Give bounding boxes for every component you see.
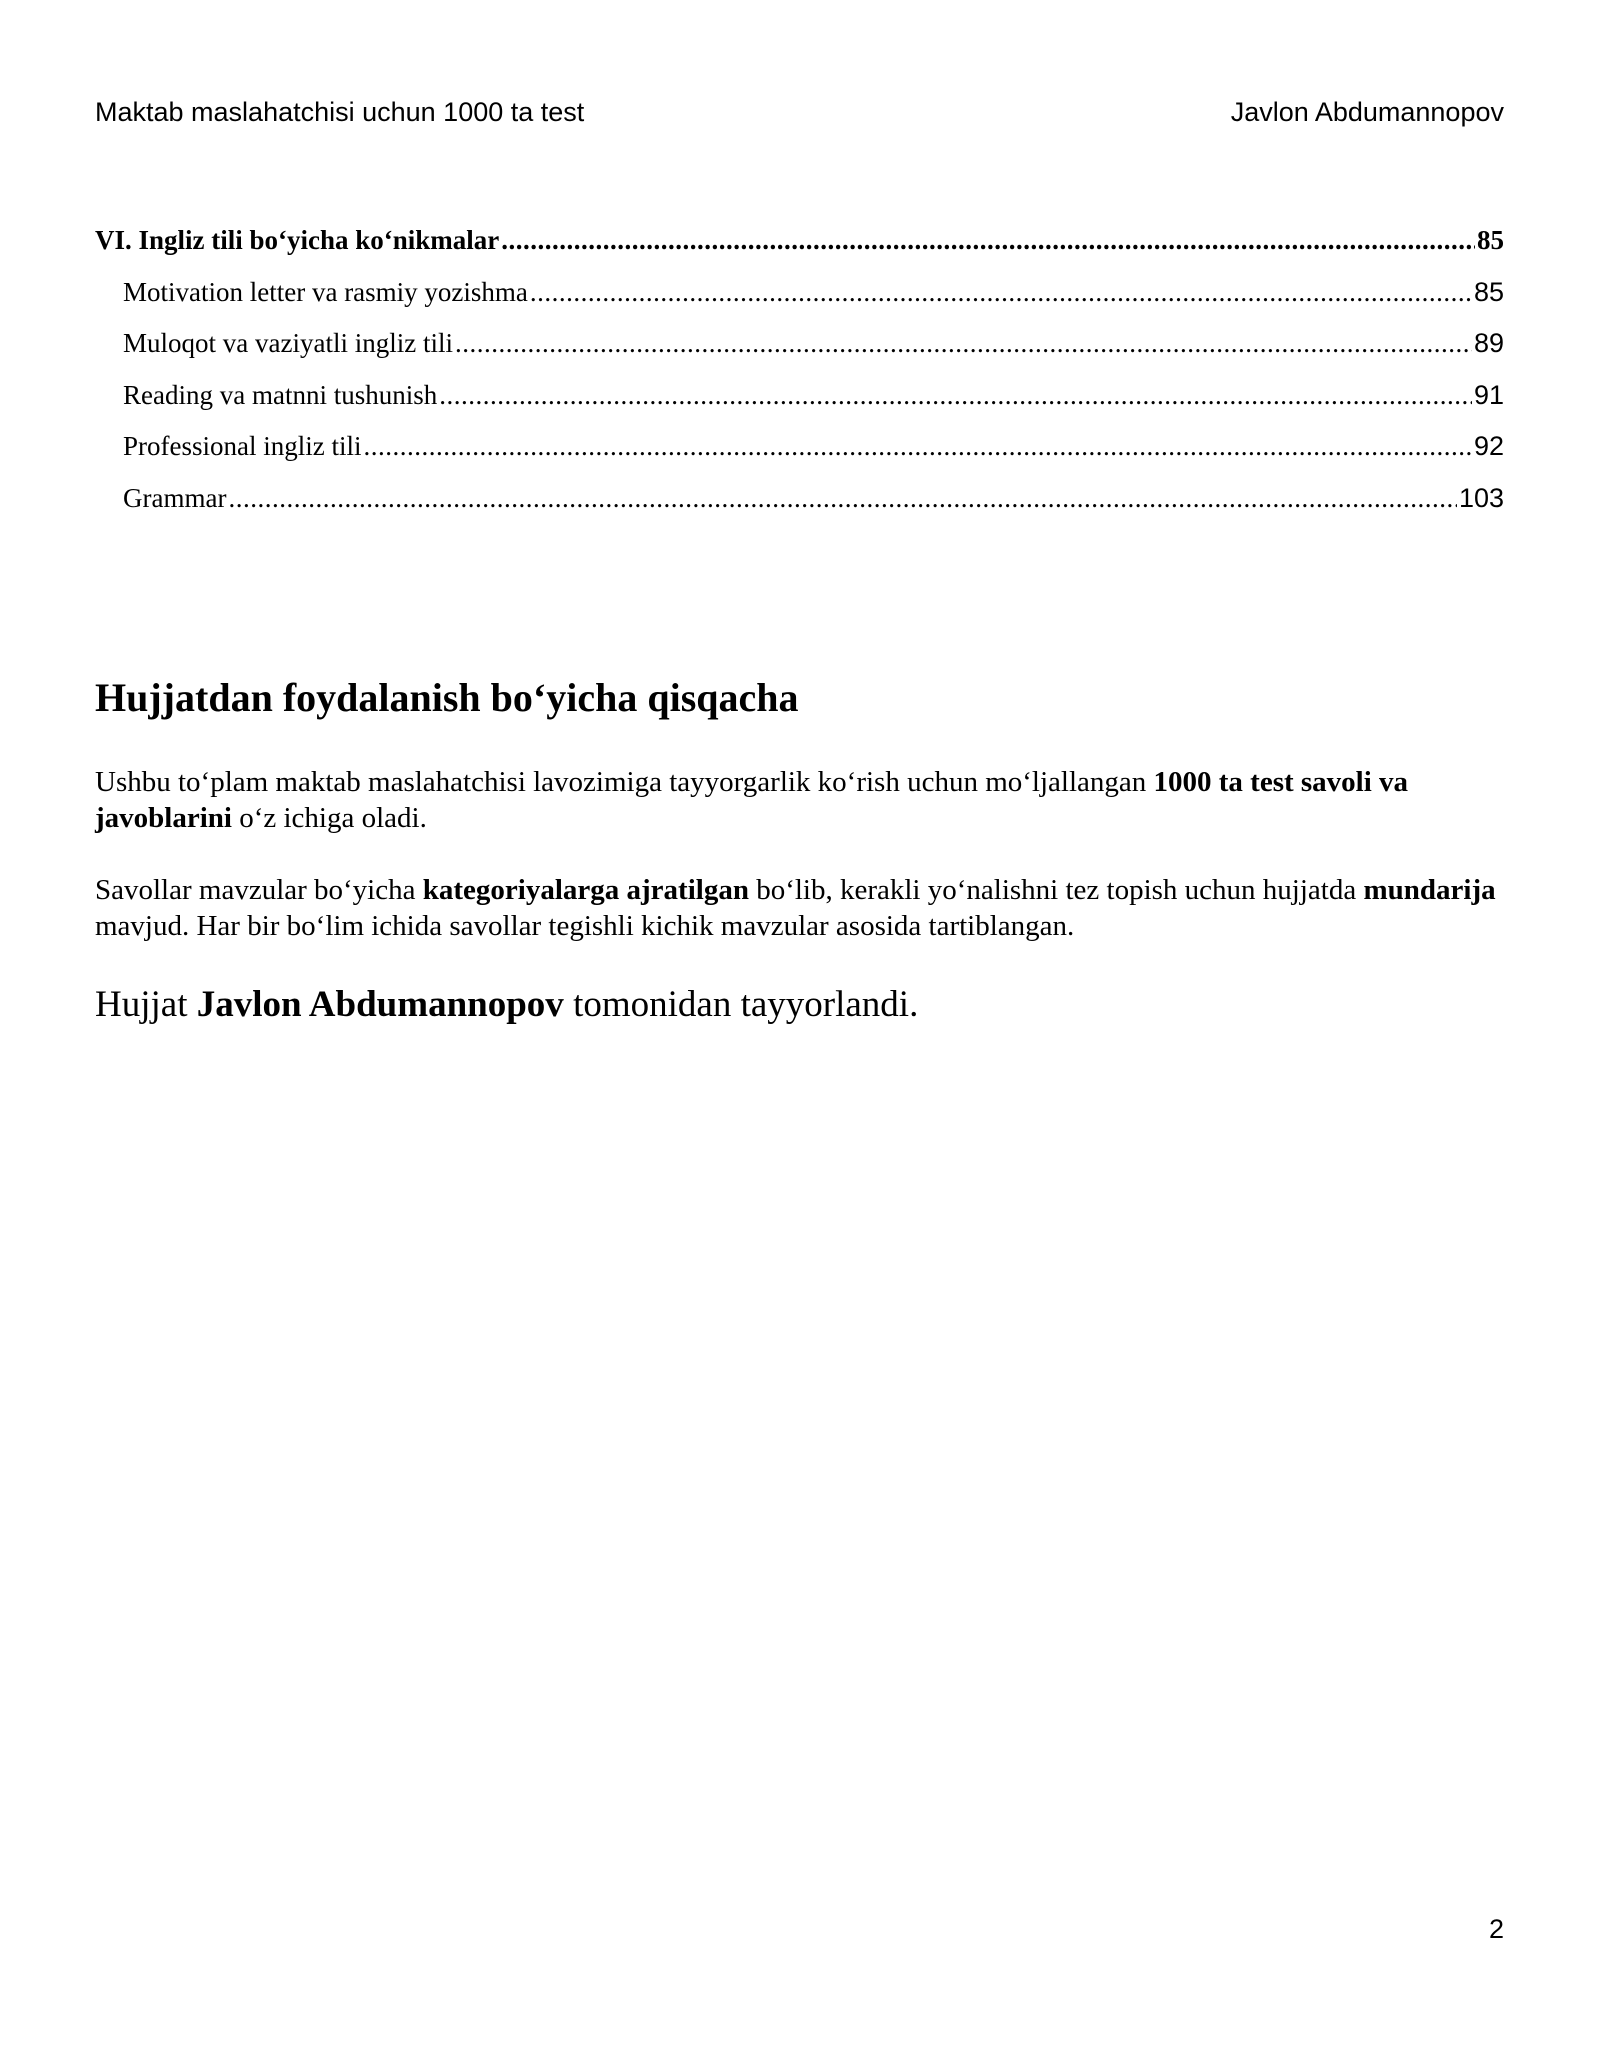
toc-entry-title: VI. Ingliz tili bo‘yicha ko‘nikmalar bbox=[95, 225, 500, 255]
text-run: o‘z ichiga oladi. bbox=[231, 802, 427, 834]
toc-dot-leader bbox=[530, 272, 1472, 312]
toc-entry[interactable] bbox=[95, 375, 1504, 427]
intro-paragraph-1 bbox=[95, 764, 1510, 836]
text-run: mavjud. Har bir bo‘lim ichida savollar tegishli kichik mavzular asosida tartiblangan. bbox=[95, 910, 1075, 942]
text-run: Ushbu to‘plam maktab maslahatchisi lavozimiga tayyorgarlik ko‘rish uchun mo‘ljallangan bbox=[95, 766, 1154, 798]
toc-entry-page: 85 bbox=[1473, 276, 1504, 307]
toc-entry-title: Reading va matnni tushunish bbox=[123, 379, 438, 410]
bold-text: mundarija bbox=[1363, 874, 1496, 906]
page-number: 2 bbox=[1488, 1914, 1504, 1944]
toc-entry-title: Motivation letter va rasmiy yozishma bbox=[123, 276, 528, 307]
toc-entry[interactable] bbox=[95, 478, 1504, 530]
toc-dot-leader bbox=[363, 426, 1471, 466]
text-run: tomonidan tayyorlandi. bbox=[563, 984, 919, 1025]
toc-entry-page: 92 bbox=[1473, 431, 1504, 461]
author-name: Javlon Abdumannopov bbox=[196, 984, 564, 1025]
intro-paragraph-2 bbox=[95, 872, 1510, 944]
author-credit bbox=[95, 982, 1510, 1028]
header-author: Javlon Abdumannopov bbox=[1230, 97, 1504, 127]
toc-dot-leader bbox=[501, 220, 1475, 260]
toc-entry-title: Muloqot va vaziyatli ingliz tili bbox=[123, 328, 453, 358]
toc-entry-title: Professional ingliz tili bbox=[123, 431, 362, 461]
toc-entry-page: 85 bbox=[1477, 225, 1504, 255]
bold-text: 1000 ta test savoli va javoblarini bbox=[95, 766, 1409, 834]
toc-dot-leader bbox=[439, 375, 1472, 415]
toc-entry-title: Grammar bbox=[123, 482, 227, 513]
text-run: Savollar mavzular bo‘yicha bbox=[95, 874, 423, 906]
toc-entry-page: 91 bbox=[1473, 379, 1504, 410]
section-heading: Hujjatdan foydalanish bo‘yicha qisqacha bbox=[95, 675, 799, 720]
bold-text: kategoriyalarga ajratilgan bbox=[422, 874, 749, 906]
toc-entry-page: 89 bbox=[1473, 328, 1504, 358]
toc-entry[interactable] bbox=[95, 323, 1504, 375]
toc-dot-leader bbox=[228, 478, 1456, 518]
toc-section-entry[interactable] bbox=[95, 220, 1504, 272]
table-of-contents bbox=[95, 220, 1504, 529]
text-run: bo‘lib, kerakli yo‘nalishni tez topish uchun hujjatda bbox=[748, 874, 1364, 906]
toc-dot-leader bbox=[455, 323, 1472, 363]
toc-entry[interactable] bbox=[95, 426, 1504, 478]
toc-entry-page: 103 bbox=[1458, 482, 1504, 513]
text-run: Hujjat bbox=[95, 984, 197, 1025]
intro-section bbox=[95, 670, 1510, 1028]
toc-entry[interactable] bbox=[95, 272, 1504, 324]
header-document-title: Maktab maslahatchisi uchun 1000 ta test bbox=[95, 97, 585, 127]
